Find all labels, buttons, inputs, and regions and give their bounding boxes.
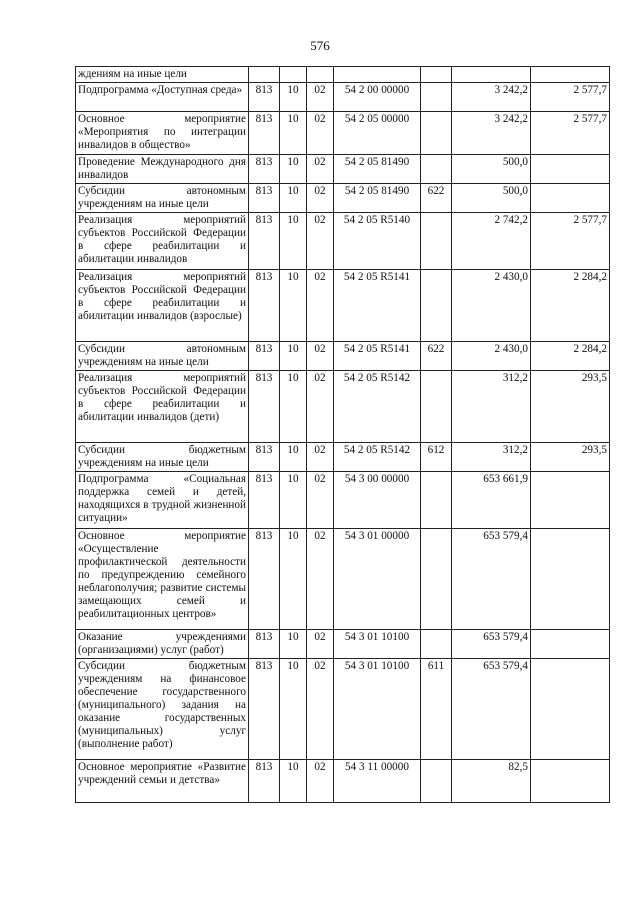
row-section-code: 10: [280, 659, 307, 760]
row-subsection-code: [307, 67, 334, 83]
row-amount-year2: 293,5: [531, 371, 610, 443]
row-target-article: 54 3 01 10100: [334, 630, 421, 659]
row-section-code: 10: [280, 371, 307, 443]
row-expense-type: 622: [421, 342, 452, 371]
row-section-code: 10: [280, 184, 307, 213]
table-row: [76, 630, 610, 659]
row-amount-year2: [531, 760, 610, 803]
table-row: [76, 112, 610, 155]
row-amount-year1: 2 430,0: [452, 342, 531, 371]
row-target-article: 54 3 01 10100: [334, 659, 421, 760]
row-amount-year1: 653 579,4: [452, 630, 531, 659]
row-amount-year2: 2 577,7: [531, 112, 610, 155]
row-section-code: 10: [280, 83, 307, 112]
table-row: [76, 371, 610, 443]
row-grbs-code: 813: [249, 529, 280, 630]
row-section-code: 10: [280, 213, 307, 270]
row-amount-year1: [452, 67, 531, 83]
row-target-article: 54 3 01 00000: [334, 529, 421, 630]
row-name: Оказание учреждениями (организациями) услуг (работ): [76, 630, 249, 659]
row-expense-type: [421, 472, 452, 529]
row-section-code: 10: [280, 270, 307, 342]
row-name: Проведение Международного дня инвалидов: [76, 155, 249, 184]
row-section-code: 10: [280, 155, 307, 184]
row-section-code: 10: [280, 472, 307, 529]
row-amount-year1: 2 430,0: [452, 270, 531, 342]
row-expense-type: 611: [421, 659, 452, 760]
table-row: [76, 659, 610, 760]
row-name: Субсидии автономным учреждениям на иные цели: [76, 342, 249, 371]
row-expense-type: [421, 155, 452, 184]
row-name: Реализация мероприятий субъектов Российской Федерации в сфере реабилитации и абилитации инвалидов: [76, 213, 249, 270]
table-row: [76, 472, 610, 529]
row-subsection-code: 02: [307, 270, 334, 342]
row-target-article: 54 2 05 R5142: [334, 443, 421, 472]
row-section-code: 10: [280, 443, 307, 472]
table-row: [76, 213, 610, 270]
row-expense-type: [421, 83, 452, 112]
row-amount-year2: [531, 67, 610, 83]
row-target-article: 54 3 11 00000: [334, 760, 421, 803]
row-section-code: [280, 67, 307, 83]
row-target-article: 54 2 05 R5140: [334, 213, 421, 270]
budget-table: [75, 66, 610, 803]
row-name: Реализация мероприятий субъектов Российской Федерации в сфере реабилитации и абилитации инвалидов (дети): [76, 371, 249, 443]
page-number: 576: [310, 38, 330, 53]
row-target-article: 54 2 05 81490: [334, 155, 421, 184]
row-expense-type: [421, 630, 452, 659]
row-target-article: 54 2 05 00000: [334, 112, 421, 155]
row-amount-year2: [531, 472, 610, 529]
row-subsection-code: 02: [307, 112, 334, 155]
row-target-article: 54 2 05 R5141: [334, 342, 421, 371]
row-amount-year1: 312,2: [452, 443, 531, 472]
row-name: Подпрограмма «Социальная поддержка семей и детей, находящихся в трудной жизненной ситуации»: [76, 472, 249, 529]
row-grbs-code: 813: [249, 760, 280, 803]
row-target-article: [334, 67, 421, 83]
row-grbs-code: 813: [249, 112, 280, 155]
row-subsection-code: 02: [307, 443, 334, 472]
row-amount-year2: [531, 529, 610, 630]
row-grbs-code: 813: [249, 371, 280, 443]
row-amount-year1: 500,0: [452, 155, 531, 184]
row-amount-year2: 2 577,7: [531, 83, 610, 112]
row-amount-year1: 653 579,4: [452, 529, 531, 630]
row-section-code: 10: [280, 342, 307, 371]
row-target-article: 54 2 05 81490: [334, 184, 421, 213]
table-row: [76, 67, 610, 83]
row-subsection-code: 02: [307, 342, 334, 371]
row-expense-type: [421, 760, 452, 803]
row-expense-type: [421, 371, 452, 443]
table-row: [76, 443, 610, 472]
row-name: Подпрограмма «Доступная среда»: [76, 83, 249, 112]
table-row: [76, 529, 610, 630]
row-subsection-code: 02: [307, 760, 334, 803]
row-target-article: 54 3 00 00000: [334, 472, 421, 529]
row-name: Основное мероприятие «Осуществление профилактической деятельности по предупреждению семейного неблагополучия; развитие системы замещающих семей и реабилитационных центров»: [76, 529, 249, 630]
row-amount-year2: 2 284,2: [531, 270, 610, 342]
row-subsection-code: 02: [307, 630, 334, 659]
row-section-code: 10: [280, 760, 307, 803]
row-grbs-code: 813: [249, 83, 280, 112]
row-subsection-code: 02: [307, 529, 334, 630]
table-row: [76, 760, 610, 803]
row-amount-year2: 2 284,2: [531, 342, 610, 371]
table-body: [76, 67, 610, 803]
row-target-article: 54 2 05 R5142: [334, 371, 421, 443]
row-grbs-code: 813: [249, 342, 280, 371]
table-row: [76, 270, 610, 342]
row-expense-type: 622: [421, 184, 452, 213]
row-name: Субсидии автономным учреждениям на иные цели: [76, 184, 249, 213]
row-amount-year1: 2 742,2: [452, 213, 531, 270]
table-row: [76, 184, 610, 213]
row-grbs-code: 813: [249, 155, 280, 184]
row-grbs-code: 813: [249, 472, 280, 529]
row-amount-year2: [531, 659, 610, 760]
row-amount-year2: 2 577,7: [531, 213, 610, 270]
row-grbs-code: 813: [249, 213, 280, 270]
row-section-code: 10: [280, 529, 307, 630]
row-amount-year1: 3 242,2: [452, 112, 531, 155]
row-subsection-code: 02: [307, 83, 334, 112]
row-amount-year1: 3 242,2: [452, 83, 531, 112]
row-subsection-code: 02: [307, 184, 334, 213]
row-target-article: 54 2 00 00000: [334, 83, 421, 112]
row-grbs-code: 813: [249, 184, 280, 213]
row-target-article: 54 2 05 R5141: [334, 270, 421, 342]
row-expense-type: 612: [421, 443, 452, 472]
table-row: [76, 155, 610, 184]
row-expense-type: [421, 112, 452, 155]
row-name: Субсидии бюджетным учреждениям на финансовое обеспечение государственного (муниципального) задания на оказание государственных (муниципальных) услуг (выполнение работ): [76, 659, 249, 760]
row-subsection-code: 02: [307, 213, 334, 270]
row-expense-type: [421, 529, 452, 630]
row-name: ждениям на иные цели: [76, 67, 249, 83]
row-amount-year1: 653 661,9: [452, 472, 531, 529]
row-subsection-code: 02: [307, 371, 334, 443]
row-amount-year1: 500,0: [452, 184, 531, 213]
row-expense-type: [421, 213, 452, 270]
row-amount-year2: [531, 155, 610, 184]
row-subsection-code: 02: [307, 659, 334, 760]
row-section-code: 10: [280, 112, 307, 155]
row-grbs-code: 813: [249, 443, 280, 472]
row-amount-year2: [531, 184, 610, 213]
row-grbs-code: 813: [249, 270, 280, 342]
row-amount-year1: 82,5: [452, 760, 531, 803]
row-name: Реализация мероприятий субъектов Российской Федерации в сфере реабилитации и абилитации инвалидов (взрослые): [76, 270, 249, 342]
row-name: Субсидии бюджетным учреждениям на иные цели: [76, 443, 249, 472]
row-subsection-code: 02: [307, 155, 334, 184]
row-grbs-code: 813: [249, 659, 280, 760]
row-amount-year1: 312,2: [452, 371, 531, 443]
row-amount-year2: [531, 630, 610, 659]
table-row: [76, 342, 610, 371]
row-amount-year2: 293,5: [531, 443, 610, 472]
row-expense-type: [421, 270, 452, 342]
table-row: [76, 83, 610, 112]
row-name: Основное мероприятие «Мероприятия по интеграции инвалидов в общество»: [76, 112, 249, 155]
row-name: Основное мероприятие «Развитие учреждений семьи и детства»: [76, 760, 249, 803]
row-grbs-code: [249, 67, 280, 83]
row-amount-year1: 653 579,4: [452, 659, 531, 760]
row-subsection-code: 02: [307, 472, 334, 529]
row-grbs-code: 813: [249, 630, 280, 659]
row-section-code: 10: [280, 630, 307, 659]
row-expense-type: [421, 67, 452, 83]
